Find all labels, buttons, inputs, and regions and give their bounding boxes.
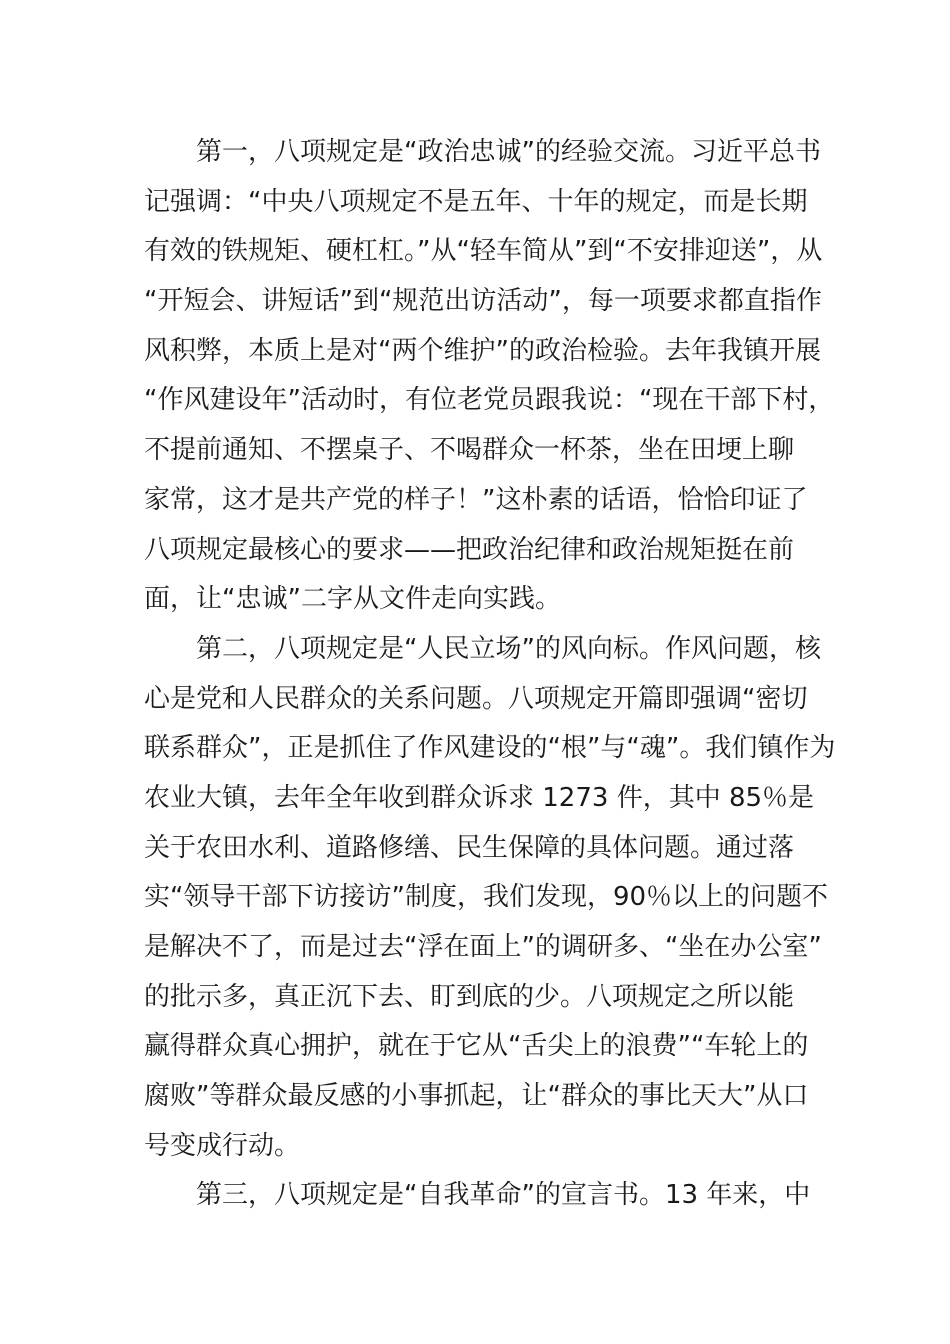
text-line: “作风建设年”活动时，有位老党员跟我说：“现在干部下村， xyxy=(144,385,835,416)
text-line: 第三，八项规定是“自我革命”的宣言书。13 年来，中 xyxy=(196,1180,811,1211)
text-line: 赢得群众真心拥护，就在于它从“舌尖上的浪费”“车轮上的 xyxy=(144,1031,809,1062)
text-line: 记强调：“中央八项规定不是五年、十年的规定，而是长期 xyxy=(144,186,808,217)
text-line: 号变成行动。 xyxy=(144,1130,301,1161)
body-text xyxy=(144,128,836,1221)
text-line: “开短会、讲短话”到“规范出访活动”，每一项要求都直指作 xyxy=(144,286,822,317)
text-line: 面，让“忠诚”二字从文件走向实践。 xyxy=(144,584,561,615)
text-line: 是解决不了，而是过去“浮在面上”的调研多、“坐在办公室” xyxy=(144,932,822,962)
text-line: 联系群众”，正是抓住了作风建设的“根”与“魂”。我们镇作为 xyxy=(144,733,836,764)
text-line: 的批示多，真正沉下去、盯到底的少。八项规定之所以能 xyxy=(144,981,795,1012)
text-line: 有效的铁规矩、硬杠杠。”从“轻车简从”到“不安排迎送”，从 xyxy=(144,236,823,267)
text-line: 农业大镇，去年全年收到群众诉求 1273 件，其中 85％是 xyxy=(144,782,815,813)
text-line: 实“领导干部下访接访”制度，我们发现，90％以上的问题不 xyxy=(144,882,829,913)
text-line: 关于农田水利、道路修缮、民生保障的具体问题。通过落 xyxy=(144,832,795,863)
text-line: 心是党和人民群众的关系问题。八项规定开篇即强调“密切 xyxy=(144,683,808,714)
text-line: 风积弊，本质上是对“两个维护”的政治检验。去年我镇开展 xyxy=(144,335,821,366)
text-line: 家常，这才是共产党的样子！”这朴素的话语，恰恰印证了 xyxy=(144,484,808,515)
text-line: 不提前通知、不摆桌子、不喝群众一杯茶，坐在田埂上聊 xyxy=(144,435,795,466)
text-line: 八项规定最核心的要求——把政治纪律和政治规矩挺在前 xyxy=(144,534,795,565)
text-line: 第一，八项规定是“政治忠诚”的经验交流。习近平总书 xyxy=(196,137,821,167)
text-line: 第二，八项规定是“人民立场”的风向标。作风问题，核 xyxy=(196,633,821,664)
text-line: 腐败”等群众最反感的小事抓起，让“群众的事比天大”从口 xyxy=(144,1081,809,1112)
